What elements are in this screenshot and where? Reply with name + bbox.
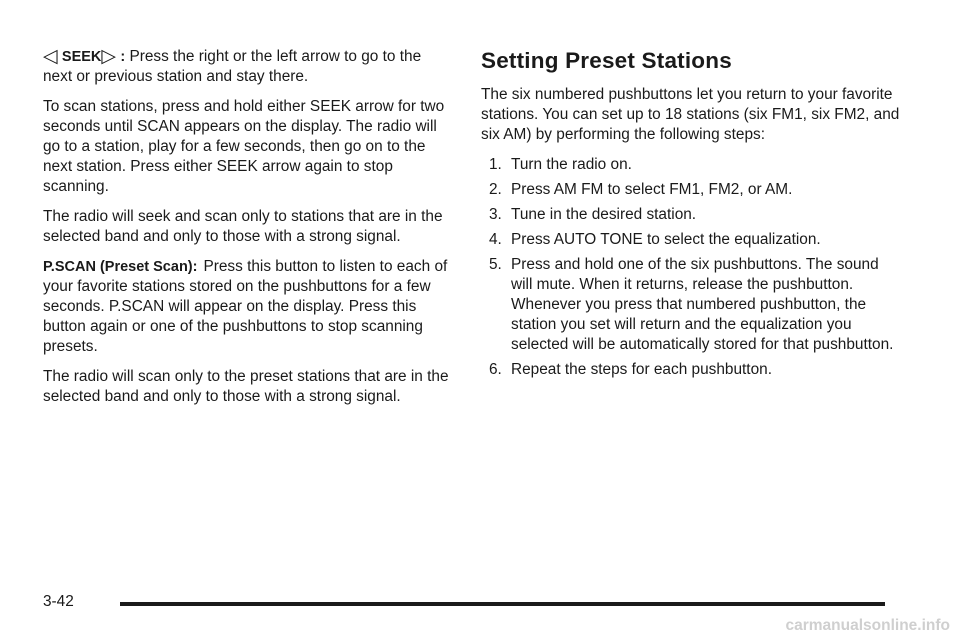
list-item bbox=[481, 155, 901, 175]
list-item bbox=[481, 180, 901, 200]
left-column bbox=[43, 47, 453, 417]
seek-text: Press the right or the left arrow to go to the next or previous station and stay there. bbox=[43, 48, 422, 85]
list-item bbox=[481, 360, 901, 380]
scan-paragraph: To scan stations, press and hold either SEEK arrow for two seconds until SCAN appears on the display. The radio will go to a station, play for a few seconds, then go on to the next station. Press either SEEK arrow again to stop scanning. bbox=[43, 98, 445, 195]
list-item bbox=[481, 205, 901, 225]
step-number: 5. bbox=[489, 256, 502, 273]
seek-description bbox=[43, 47, 453, 87]
step-number: 6. bbox=[489, 361, 502, 378]
seek-left-arrow-icon: ◁ bbox=[43, 46, 58, 67]
step-text: Press AM FM to select FM1, FM2, or AM. bbox=[511, 181, 793, 198]
preset-scan-note: The radio will scan only to the preset stations that are in the selected band and only to those with a strong signal. bbox=[43, 368, 449, 405]
step-number: 1. bbox=[489, 156, 502, 173]
seek-colon: : bbox=[120, 49, 126, 65]
pscan-paragraph bbox=[43, 257, 453, 357]
list-item bbox=[481, 255, 901, 355]
step-text: Turn the radio on. bbox=[511, 156, 632, 173]
page-number: 3-42 bbox=[43, 593, 74, 610]
step-number: 3. bbox=[489, 206, 502, 223]
step-text: Press AUTO TONE to select the equalization. bbox=[511, 231, 821, 248]
seek-scan-note: The radio will seek and scan only to stations that are in the selected band and only to those with a strong signal. bbox=[43, 208, 443, 245]
section-heading: Setting Preset Stations bbox=[481, 48, 732, 73]
step-text: Tune in the desired station. bbox=[511, 206, 697, 223]
pscan-text: Press this button to listen to each of your favorite stations stored on the pushbuttons for a few seconds. P.SCAN will appear on the display. Press this button again or one of the pushbuttons to stop scanning presets. bbox=[43, 258, 448, 355]
footer-rule bbox=[120, 602, 885, 606]
list-item bbox=[481, 230, 901, 250]
step-text: Press and hold one of the six pushbuttons. The sound will mute. When it returns, release the pushbutton. Whenever you press that numbered pushbutton, the station you set will return and the equalization you selected will be automatically stored for that pushbutton. bbox=[511, 256, 894, 353]
pscan-term: P.SCAN (Preset Scan): bbox=[43, 259, 198, 275]
step-text: Repeat the steps for each pushbutton. bbox=[511, 361, 772, 378]
step-number: 2. bbox=[489, 181, 502, 198]
watermark: carmanualsonline.info bbox=[785, 617, 950, 634]
seek-right-arrow-icon: ▷ bbox=[101, 46, 117, 67]
right-column bbox=[481, 47, 901, 385]
steps-list bbox=[481, 155, 901, 380]
seek-label: SEEK bbox=[61, 49, 102, 65]
intro-paragraph: The six numbered pushbuttons let you return to your favorite stations. You can set up to 18 stations (six FM1, six FM2, and six AM) by performing the following steps: bbox=[481, 86, 900, 143]
step-number: 4. bbox=[489, 231, 502, 248]
